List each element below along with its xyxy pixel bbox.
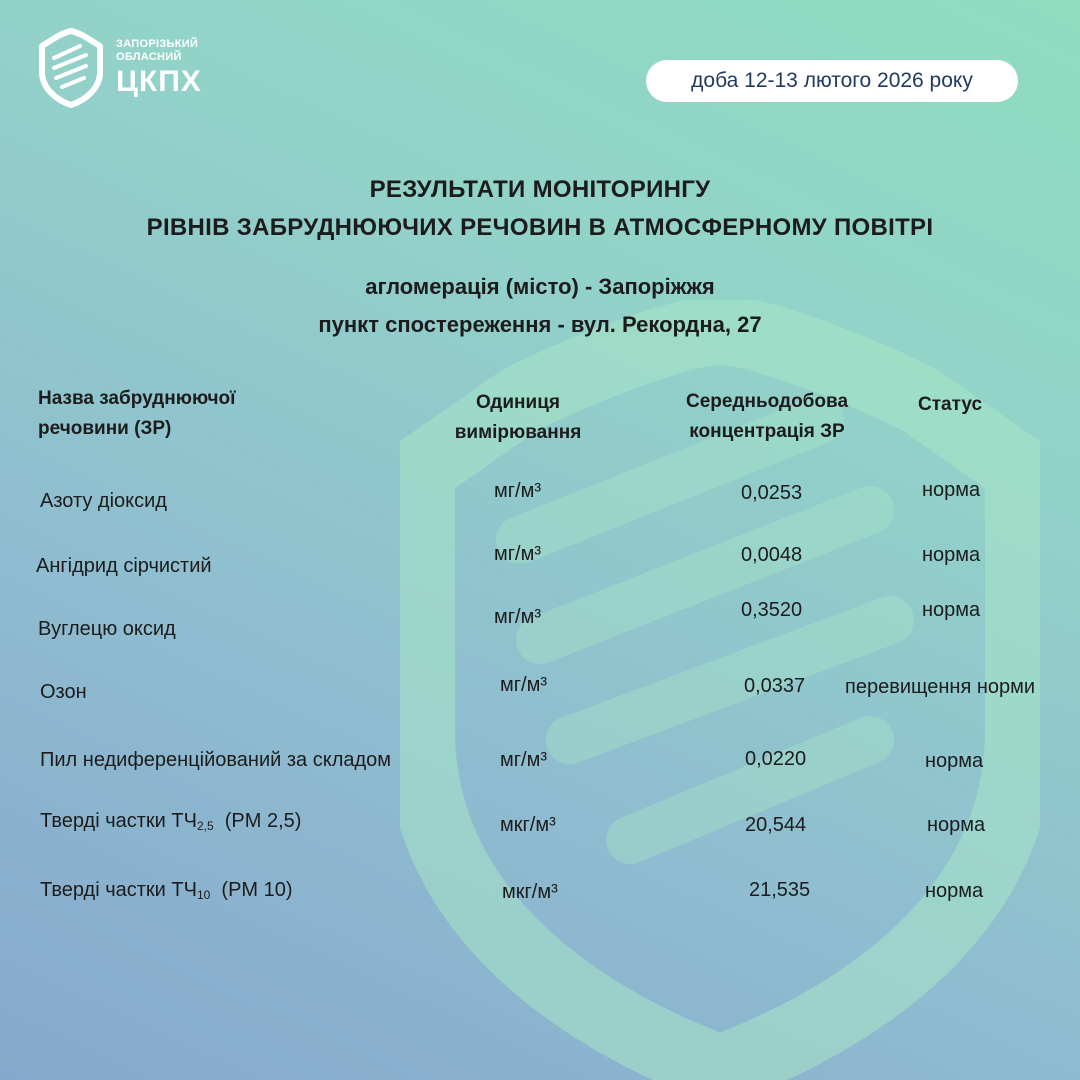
row5-name: Пил недиференційований за складом (40, 749, 392, 771)
subtitle-agglomeration: агломерація (місто) - Запоріжжя (365, 274, 715, 299)
organization-logo (36, 28, 202, 108)
row5-value: 0,0220 (745, 748, 807, 770)
logo-line2: ОБЛАСНИЙ (116, 51, 182, 63)
date-badge: доба 12-13 лютого 2026 року (646, 60, 1018, 102)
row3-unit: мг/м³ (494, 606, 542, 628)
row5-status: норма (925, 750, 984, 772)
row6-value: 20,544 (745, 814, 807, 836)
row6-name: Тверді частки $ТЧ_{2,5}$ (PM 2,5) (40, 810, 302, 833)
row5-unit: мг/м³ (500, 749, 548, 771)
header-status: Статус (918, 394, 983, 415)
row2-unit: мг/м³ (494, 543, 542, 565)
row6-unit: мкг/м³ (500, 814, 556, 836)
row3-status: норма (922, 599, 981, 621)
row6-name-subscript: 2,5 (196, 819, 214, 833)
logo-line1: ЗАПОРІЗЬКИЙ (116, 38, 199, 50)
row7-status: норма (925, 880, 984, 902)
row1-value: 0,0253 (741, 482, 803, 504)
shield-logo-icon (36, 28, 106, 108)
header-pollutant-name: Назва забруднюючої речовини (ЗР) (38, 388, 236, 439)
row2-value: 0,0048 (741, 544, 803, 566)
row7-name-subscript: 10 (196, 888, 211, 902)
row7-name: Тверді частки $ТЧ_{10}$ (PM 10) (40, 879, 293, 902)
row1-name: Азоту діоксид (40, 490, 167, 512)
subtitle-station: пункт спостереження - вул. Рекордна, 27 (318, 312, 762, 337)
row2-status: норма (922, 544, 981, 566)
row4-value: 0,0337 (744, 675, 806, 697)
row6-status: норма (927, 814, 986, 836)
row1-unit: мг/м³ (494, 480, 542, 502)
page-title-line1: РЕЗУЛЬТАТИ МОНІТОРИНГУ (369, 176, 711, 203)
header-unit: Одиниця вимірювання (454, 392, 582, 443)
row4-unit: мг/м³ (500, 674, 548, 696)
row3-name: Вуглецю оксид (38, 618, 176, 640)
row7-unit: мкг/м³ (502, 881, 558, 903)
logo-name: ЦКПХ (116, 65, 202, 98)
header-concentration: Середньодобова концентрація ЗР (685, 391, 849, 442)
row2-name: Ангідрид сірчистий (36, 555, 212, 577)
row3-value: 0,3520 (741, 599, 803, 621)
row1-status: норма (922, 479, 981, 501)
page-title-line2: РІВНІВ ЗАБРУДНЮЮЧИХ РЕЧОВИН В АТМОСФЕРНОМУ ПОВІТРІ (146, 214, 934, 241)
row4-status: перевищення норми (845, 676, 1036, 698)
row4-name: Озон (40, 681, 87, 703)
row7-value: 21,535 (749, 879, 811, 901)
